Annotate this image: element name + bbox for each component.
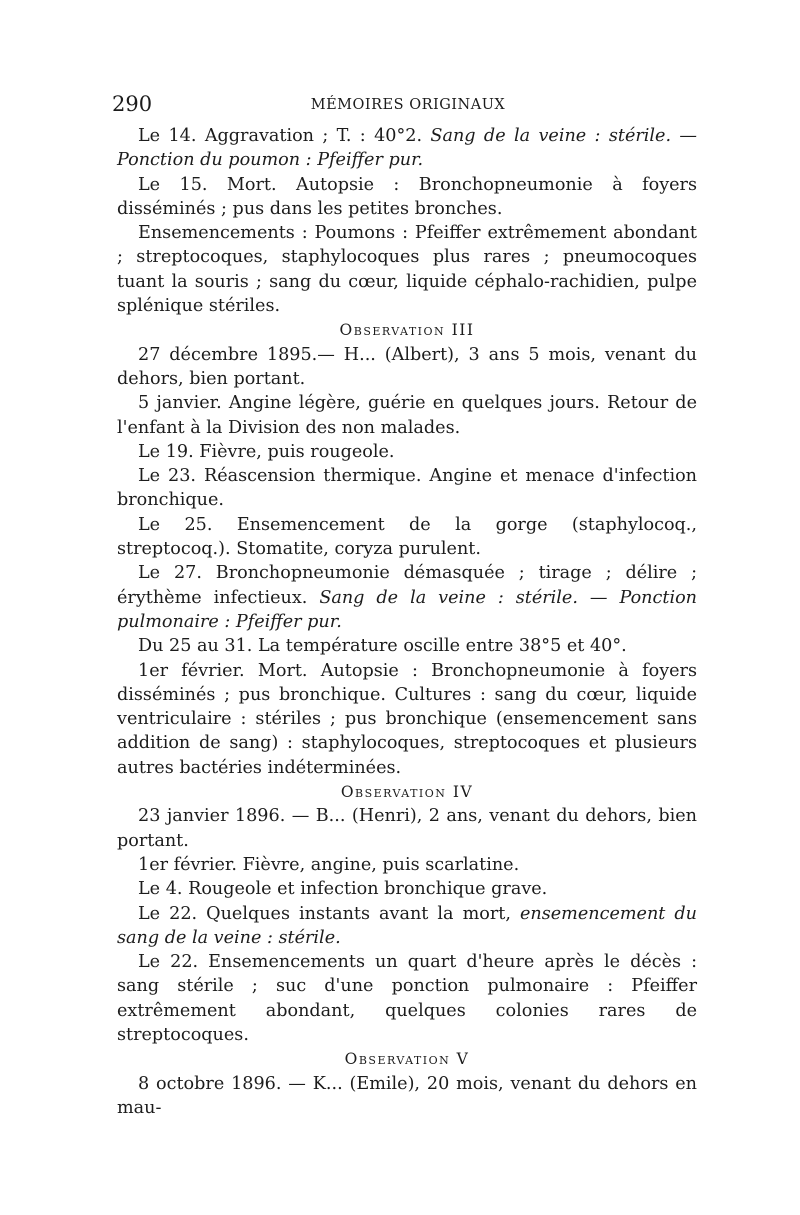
paragraph: 23 janvier 1896. — B... (Henri), 2 ans, venant du dehors, bien portant.	[117, 806, 697, 851]
paragraph: Le 25. Ensemencement de la gorge (staphylocoq., streptocoq.). Stomatite, coryza purulent.	[117, 514, 697, 560]
observation-heading: Observation V	[344, 1050, 470, 1069]
paragraph: 1er février. Fièvre, angine, puis scarlatine.	[138, 854, 520, 875]
observation-heading: Observation IV	[340, 783, 474, 802]
paragraph: Le 22. Ensemencements un quart d'heure après le décès : sang stérile ; suc d'une ponction pulmonaire : Pfeiffer extrêmement abondant, quelques colonies rares de streptocoques.	[117, 952, 697, 1045]
running-title: MÉMOIRES ORIGINAUX	[310, 97, 506, 113]
paragraph: Le 23. Réascension thermique. Angine et menace d'infection bronchique.	[117, 466, 697, 511]
paragraph: Le 19. Fièvre, puis rougeole.	[138, 441, 395, 462]
paragraph: 27 décembre 1895.— H... (Albert), 3 ans 5 mois, venant du dehors, bien portant.	[117, 344, 697, 389]
page-header	[112, 92, 704, 122]
paragraph: 5 janvier. Angine légère, guérie en quelques jours. Retour de l'enfant à la Division des non malades.	[117, 393, 697, 438]
paragraph: Le 15. Mort. Autopsie : Bronchopneumonie à foyers disséminés ; pus dans les petites bronches.	[117, 174, 697, 219]
paragraph: Ensemencements : Poumons : Pfeiffer extrêmement abondant ; streptocoques, staphylocoques plus rares ; pneumocoques tuant la souris ; sang du cœur, liquide céphalo-rachidien, pulpe splénique stériles.	[117, 223, 697, 317]
paragraph: Le 27. Bronchopneumonie démasquée ; tirage ; délire ; érythème infectieux. Sang de la veine : stérile. — Ponction pulmonaire : Pfeiffer pur.	[117, 563, 697, 632]
page-body	[117, 124, 697, 1120]
observation-heading: Observation III	[339, 321, 475, 340]
paragraph: Du 25 au 31. La température oscille entre 38°5 et 40°.	[138, 636, 627, 657]
paragraph: Le 4. Rougeole et infection bronchique grave.	[138, 879, 548, 900]
paragraph: 8 octobre 1896. — K... (Emile), 20 mois, venant du dehors en mau-	[117, 1073, 697, 1118]
page-number: 290	[112, 92, 153, 116]
paragraph: 1er février. Mort. Autopsie : Bronchopneumonie à foyers disséminés ; pus bronchique. Cultures : sang du cœur, liquide ventriculaire : stériles ; pus bronchique (ensemencement sans addition de sang) : staphylocoques, streptocoques et plusieurs autres bactéries indéterminées.	[117, 660, 697, 778]
paragraph: Le 14. Aggravation ; T. : 40°2. Sang de la veine : stérile. — Ponction du poumon : Pfeiffer pur.	[117, 126, 697, 171]
paragraph: Le 22. Quelques instants avant la mort, ensemencement du sang de la veine : stérile.	[117, 903, 697, 948]
